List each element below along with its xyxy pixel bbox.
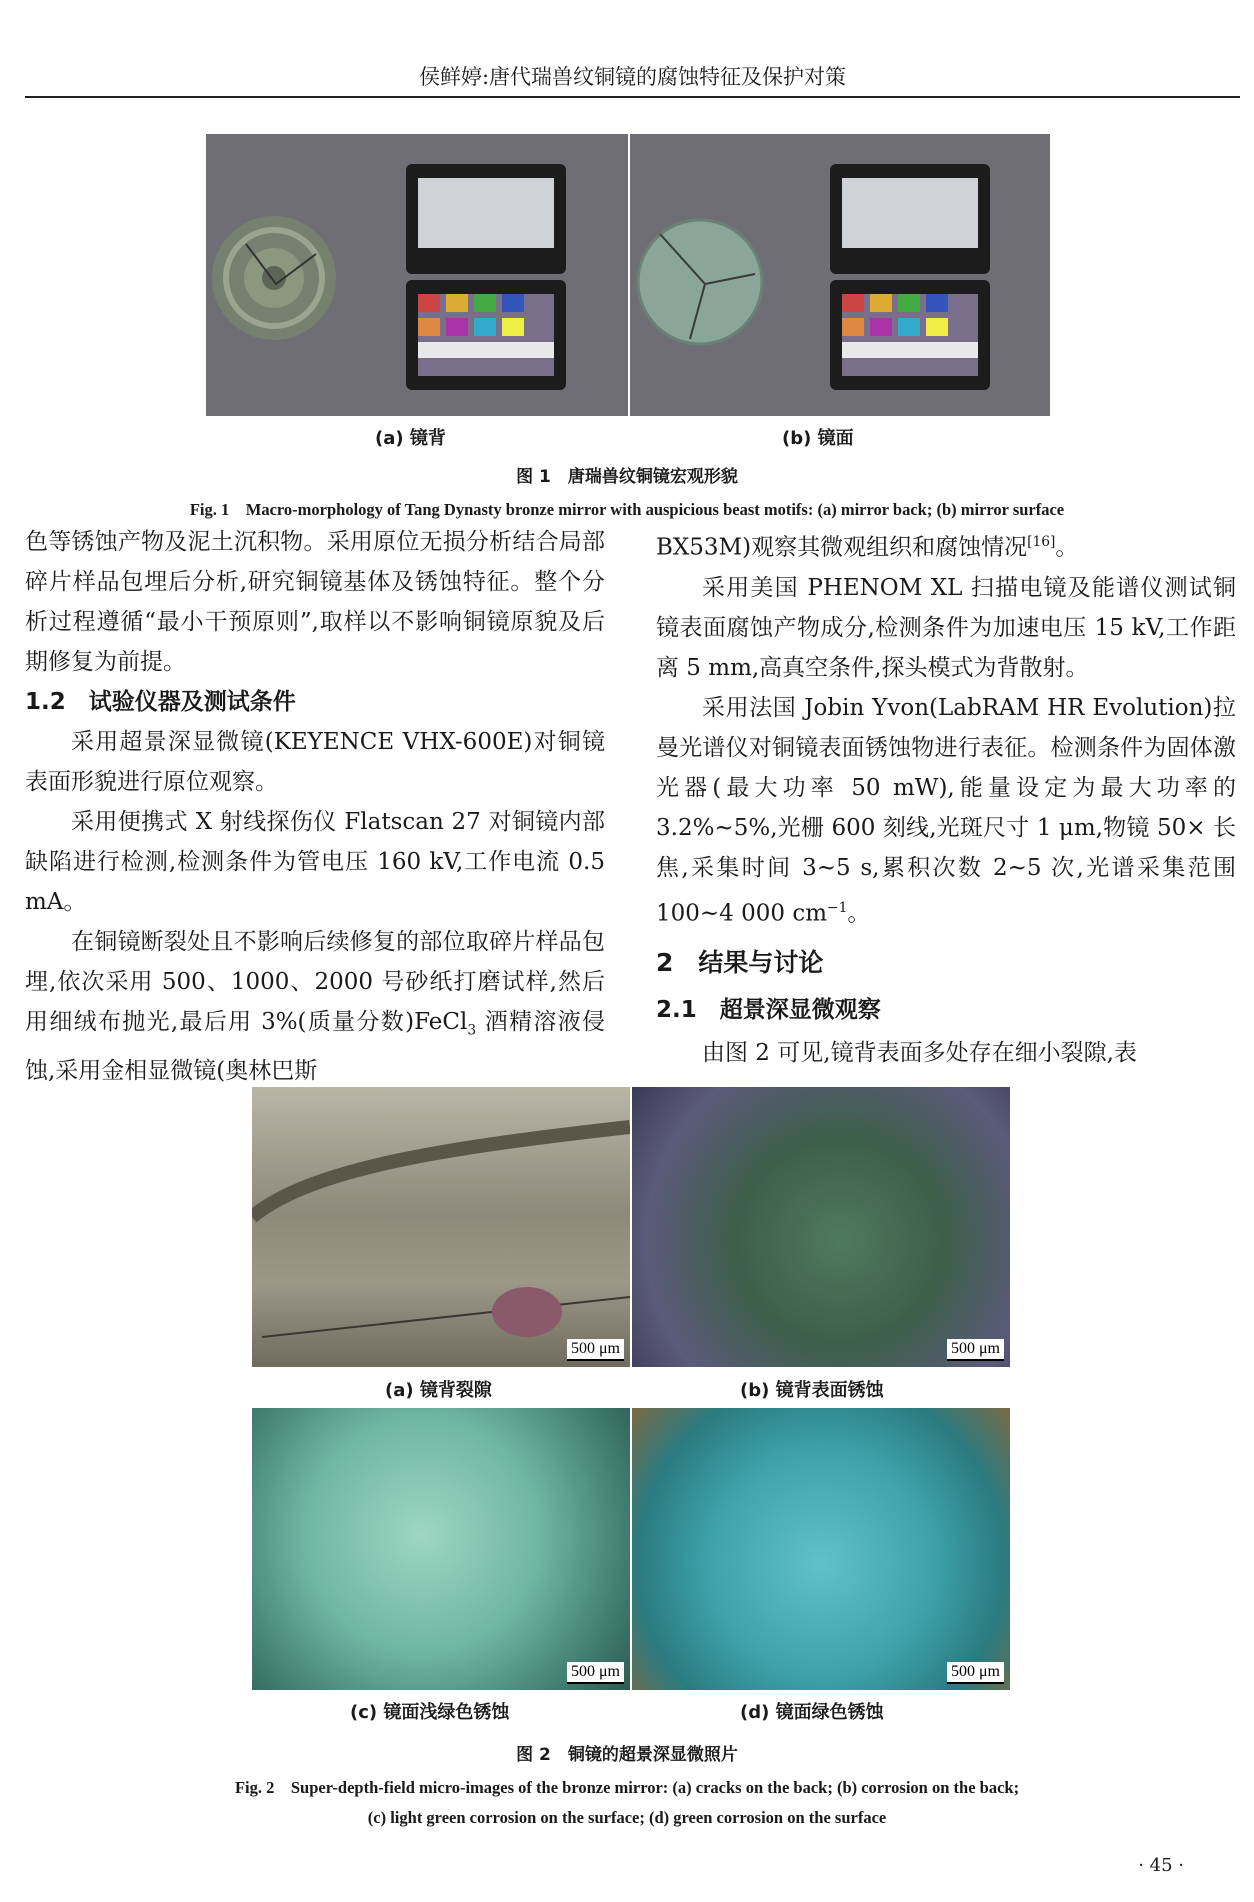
figure2-sub-caption-b: (b) 镜背表面锈蚀	[740, 1380, 884, 1401]
figure2-photo-d-green	[632, 1408, 1010, 1690]
left-paragraph-4: 在铜镜断裂处且不影响后续修复的部位取碎片样品包埋,依次采用 500、1000、2000 号砂纸打磨试样,然后用细绒布抛光,最后用 3%(质量分数)FeCl$_3$ 酒精溶液侵蚀,采用金相显微镜(奥林巴斯	[25, 929, 606, 1084]
running-header: 侯鲜婷:唐代瑞兽纹铜镜的腐蚀特征及保护对策	[25, 58, 1240, 98]
cm-superscript: −1	[827, 899, 848, 916]
figure2-sub-caption-a: (a) 镜背裂隙	[385, 1380, 492, 1401]
figure2-caption-en-line1: Fig. 2 Super-depth-field micro-images of the bronze mirror: (a) cracks on the back; (b) corrosion on the back;	[234, 1778, 1020, 1797]
figure1-photo-a-mirror-back	[206, 134, 628, 416]
figure2-sub-caption-d: (d) 镜面绿色锈蚀	[740, 1702, 884, 1723]
left-paragraph-2: 采用超景深显微镜(KEYENCE VHX-600E)对铜镜表面形貌进行原位观察。	[25, 729, 605, 795]
right-paragraph-2: 采用美国 PHENOM XL 扫描电镜及能谱仪测试铜镜表面腐蚀产物成分,检测条件为加速电压 15 kV,工作距离 5 mm,高真空条件,探头模式为背散射。	[656, 574, 1236, 681]
page-number: · 45 ·	[1138, 1855, 1184, 1876]
figure2-caption-cn: 图 2 铜镜的超景深显微照片	[516, 1745, 738, 1765]
cracks-texture	[252, 1087, 630, 1367]
section-heading-1-2: 1.2 试验仪器及测试条件	[25, 689, 296, 715]
figure2-caption-en-line2: (c) light green corrosion on the surface; (d) green corrosion on the surface	[367, 1808, 887, 1827]
left-paragraph-3: 采用便携式 X 射线探伤仪 Flatscan 27 对铜镜内部缺陷进行检测,检测条件为管电压 160 kV,工作电流 0.5 mA。	[25, 809, 605, 915]
scale-bar-d: 500 μm	[947, 1662, 1004, 1684]
figure2-sub-caption-c: (c) 镜面浅绿色锈蚀	[350, 1702, 510, 1723]
left-paragraph-1: 色等锈蚀产物及泥土沉积物。采用原位无损分析结合局部碎片样品包埋后分析,研究铜镜基体及锈蚀特征。整个分析过程遵循“最小干预原则”,取样以不影响铜镜原貌及后期修复为前提。	[25, 529, 605, 675]
right-paragraph-3: 采用法国 Jobin Yvon(LabRAM HR Evolution)拉曼光谱仪对铜镜表面锈蚀物进行表征。检测条件为固体激光器(最大功率 50 mW),能量设定为最大功率的 3.2%~5%,光栅 600 刻线,光斑尺寸 1 μm,物镜 50× 长焦,采集时间 3~5 s,累积次数 2~5 次,光谱采集范围 100~4 000 $cm^{-1}$。	[656, 694, 1236, 927]
mirror-surface-photo-graphic	[630, 134, 1050, 416]
figure1-photo-b-mirror-surface	[630, 134, 1050, 416]
figure1-caption-en: Fig. 1 Macro-morphology of Tang Dynasty bronze mirror with auspicious beast motifs: (a) mirror back; (b) mirror surface	[189, 500, 1065, 519]
fecl3-subscript: 3	[467, 1022, 477, 1039]
right-paragraph-4: 由图 2 可见,镜背表面多处存在细小裂隙,表	[702, 1040, 1137, 1067]
right-paragraph-1: BX53M)观察其微观组织和腐蚀情况[16]。	[656, 534, 1079, 561]
reference-16: [16]	[1027, 534, 1056, 550]
scale-bar-b: 500 μm	[947, 1339, 1004, 1361]
left-column	[25, 522, 605, 1091]
figure1-sub-caption-a: (a) 镜背	[375, 428, 446, 449]
right-column	[656, 522, 1236, 1073]
mirror-back-photo-graphic	[206, 134, 628, 416]
figure2-photo-a-cracks	[252, 1087, 630, 1367]
figure1-sub-caption-b: (b) 镜面	[782, 428, 854, 449]
figure2-photo-c-light-green	[252, 1408, 630, 1690]
scale-bar-c: 500 μm	[567, 1662, 624, 1684]
figure2-photo-b-back-corrosion	[632, 1087, 1010, 1367]
section-heading-2: 2 结果与讨论	[656, 948, 824, 978]
scale-bar-a: 500 μm	[567, 1339, 624, 1361]
figure1-caption-cn: 图 1 唐瑞兽纹铜镜宏观形貌	[516, 467, 738, 487]
section-heading-2-1: 2.1 超景深显微观察	[656, 997, 881, 1024]
